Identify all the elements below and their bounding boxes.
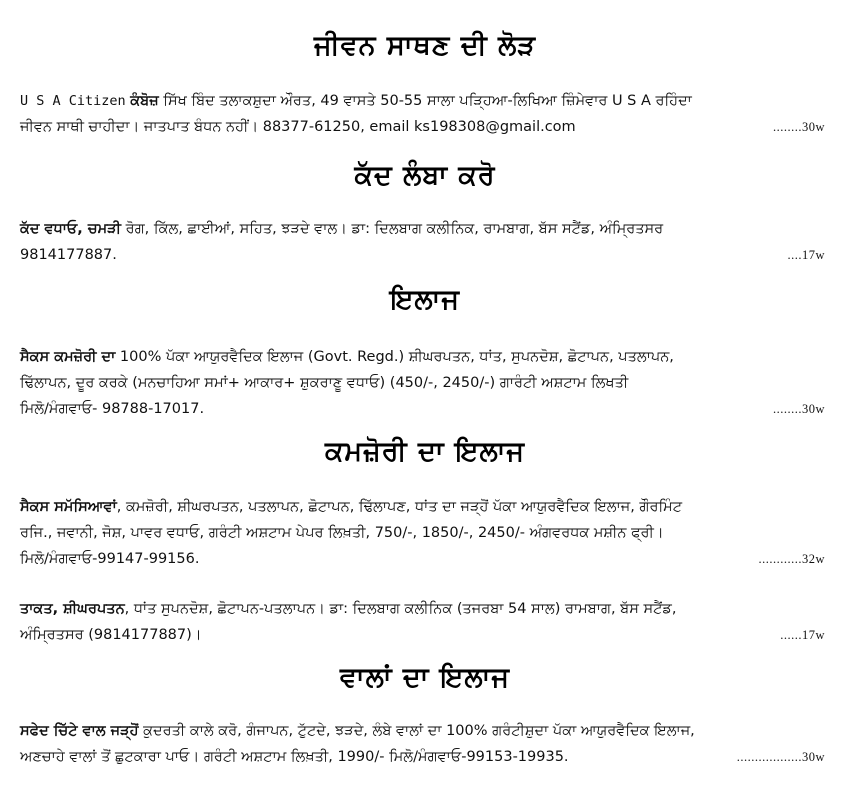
heading-height: ਕੱਦ ਲੰਬਾ ਕਰੋ — [354, 160, 496, 191]
ad-line — [20, 520, 825, 546]
heading-treatment: ਇਲਾਜ — [389, 284, 461, 315]
ad-text: , ਧਾਂਤ ਸੁਪਨਦੋਸ਼, ਛੋਟਾਪਨ-ਪਤਲਾਪਨ। ਡਾ: ਦਿਲਬਾਗ ਕਲੀਨਿਕ (ਤਜਰਬਾ 54 ਸਾਲ) ਰਾਮਬਾਗ, ਬੱਸ ਸਟੈਂਡ, — [124, 601, 677, 617]
ad-line — [20, 546, 825, 572]
ad-line — [20, 494, 825, 520]
ad-text: ਰੋਗ, ਕਿੱਲ, ਛਾਈਆਂ, ਸਹਿਤ, ਝੜਦੇ ਵਾਲ। ਡਾ: ਦਿਲਬਾਗ ਕਲੀਨਿਕ, ਰਾਮਬਾਗ, ਬੱਸ ਸਟੈਂਡ, ਅੰਮ੍ਰਿਤਸਰ — [120, 221, 664, 237]
ad-line — [20, 216, 825, 242]
ad-code: ........30w — [772, 402, 825, 416]
ad-line — [20, 370, 825, 396]
ad-bold-lead: ਸਫੇਦ ਚਿੱਟੇ ਵਾਲ ਜੜ੍ਹੋਂ — [20, 723, 139, 739]
ad-lead: U S A Citizen — [20, 93, 126, 109]
ad-text: ਮਿਲੋ/ਮੰਗਵਾਓ- 98788-17017. — [20, 401, 205, 417]
ad-text: ਢਿੱਲਾਪਨ, ਦੂਰ ਕਰਕੇ (ਮਨਚਾਹਿਆ ਸਮਾਂ+ ਆਕਾਰ+ ਸ਼ੁਕਰਾਣੂ ਵਧਾਓ) (450/-, 2450/-) ਗਾਰੰਟੀ ਅਸ਼ਟਾਮ ਲਿਖਤੀ — [20, 375, 629, 391]
section-treatment — [20, 284, 830, 316]
ad-bold-lead: ਕੱਦ ਵਧਾਓ, ਚਮੜੀ — [20, 221, 121, 237]
ad-text: ਰਜਿ., ਜਵਾਨੀ, ਜੋਸ਼, ਪਾਵਰ ਵਧਾਓ, ਗਰੰਟੀ ਅਸ਼ਟਾਮ ਪੇਪਰ ਲਿਖ਼ਤੀ, 750/-, 1850/-, 2450/- ਅੰਗਵਰਧਕ ਮਸ਼ੀਨ ਫ੍ਰੀ। — [20, 525, 664, 541]
ad-line — [20, 114, 825, 140]
ad-code: ........30w — [772, 120, 825, 134]
ad-line — [20, 718, 825, 744]
section-height — [20, 160, 830, 192]
ad-text: 9814177887. — [20, 247, 117, 263]
ad-text: ਸਿੱਖ ਬਿੰਦ ਤਲਾਕਸ਼ੁਦਾ ਔਰਤ, 49 ਵਾਸਤੇ 50-55 ਸਾਲਾ ਪੜ੍ਹਿਆ-ਲਿਖਿਆ ਜ਼ਿੰਮੇਵਾਰ U S A ਰਹਿੰਦਾ — [158, 93, 692, 109]
ad-hair — [20, 718, 825, 770]
section-life-partner — [20, 30, 830, 62]
ad-line — [20, 596, 825, 622]
ad-treatment — [20, 344, 825, 422]
ad-line — [20, 396, 825, 422]
ad-bold-lead: ਕੰਬੋਜ਼ — [130, 93, 159, 109]
ad-text: 100% ਪੱਕਾ ਆਯੁਰਵੈਦਿਕ ਇਲਾਜ (Govt. Regd.) ਸ਼ੀਘਰਪਤਨ, ਧਾਂਤ, ਸੁਪਨਦੋਸ਼, ਛੋਟਾਪਨ, ਪਤਲਾਪਨ, — [115, 349, 674, 365]
ad-weakness-1 — [20, 494, 825, 572]
ad-line — [20, 744, 825, 770]
ad-weakness-2 — [20, 596, 825, 648]
ad-line — [20, 242, 825, 268]
ad-code: ............32w — [758, 552, 825, 566]
ad-text: , ਕਮਜ਼ੋਰੀ, ਸ਼ੀਘਰਪਤਨ, ਪਤਲਾਪਨ, ਛੋਟਾਪਨ, ਢਿੱਲਾਪਣ, ਧਾਂਤ ਦਾ ਜੜ੍ਹੋਂ ਪੱਕਾ ਆਯੁਰਵੈਦਿਕ ਇਲਾਜ, ਗੌਰਮਿੰਟ — [116, 499, 683, 515]
ad-line — [20, 88, 825, 114]
ad-bold-lead: ਸੈਕਸ ਸਮੱਸਿਆਵਾਂ — [20, 499, 117, 515]
section-weakness — [20, 436, 830, 468]
heading-weakness: ਕਮਜ਼ੋਰੀ ਦਾ ਇਲਾਜ — [324, 436, 526, 467]
ad-code: ......17w — [780, 628, 825, 642]
ad-bold-lead: ਤਾਕਤ, ਸ਼ੀਘਰਪਤਨ — [20, 601, 125, 617]
ad-text: ਜੀਵਨ ਸਾਥੀ ਚਾਹੀਦਾ। ਜਾਤਪਾਤ ਬੰਧਨ ਨਹੀਂ। 88377-61250, email ks198308@gmail.com — [20, 119, 576, 135]
ad-text: ਅੰਮ੍ਰਿਤਸਰ (9814177887)। — [20, 627, 202, 643]
ad-text: ਕੁਦਰਤੀ ਕਾਲੇ ਕਰੋ, ਗੰਜਾਪਨ, ਟੁੱਟਦੇ, ਝੜਦੇ, ਲੰਬੇ ਵਾਲਾਂ ਦਾ 100% ਗਰੰਟੀਸ਼ੁਦਾ ਪੱਕਾ ਆਯੁਰਵੈਦਿਕ ਇਲਾਜ, — [138, 723, 695, 739]
ad-text: ਅਣਚਾਹੇ ਵਾਲਾਂ ਤੋਂ ਛੁਟਕਾਰਾ ਪਾਓ। ਗਰੰਟੀ ਅਸ਼ਟਾਮ ਲਿਖ਼ਤੀ, 1990/- ਮਿਲੋ/ਮੰਗਵਾਓ-99153-19935. — [20, 749, 569, 765]
section-hair — [20, 662, 830, 694]
heading-hair: ਵਾਲਾਂ ਦਾ ਇਲਾਜ — [340, 662, 510, 693]
ad-height — [20, 216, 825, 268]
ad-line — [20, 344, 825, 370]
ad-code: ..................30w — [736, 750, 825, 764]
heading-life-partner: ਜੀਵਨ ਸਾਥਣ ਦੀ ਲੋੜ — [313, 30, 537, 61]
ad-bold-lead: ਸੈਕਸ ਕਮਜ਼ੋਰੀ ਦਾ — [20, 349, 116, 365]
ad-line — [20, 622, 825, 648]
ad-code: ....17w — [787, 248, 825, 262]
ad-text: ਮਿਲੋ/ਮੰਗਵਾਓ-99147-99156. — [20, 551, 200, 567]
ad-life-partner — [20, 88, 825, 140]
